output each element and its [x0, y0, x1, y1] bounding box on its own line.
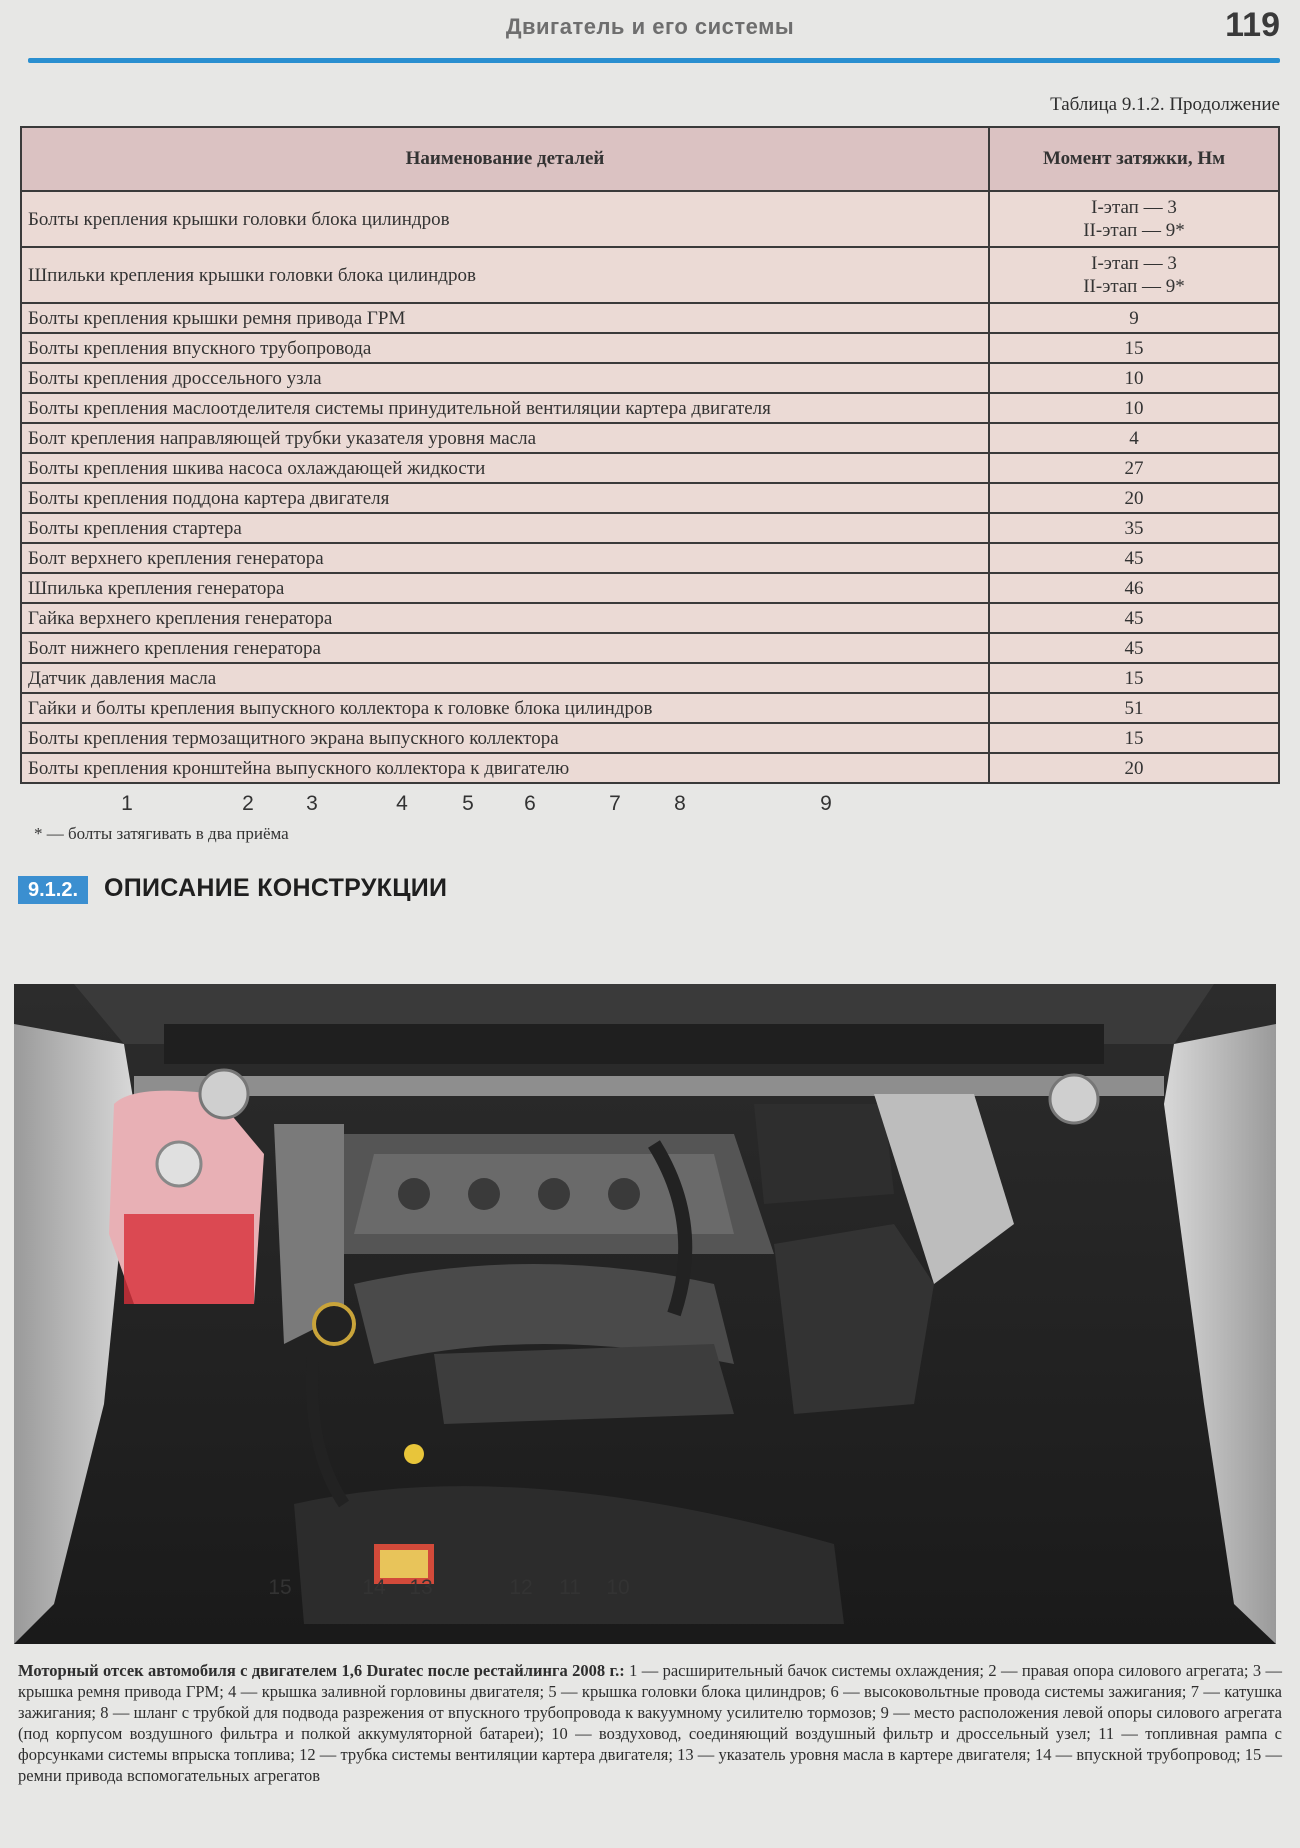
- torque-value-cell: [989, 303, 1279, 333]
- table-row: [21, 483, 1279, 513]
- torque-value: 10: [1124, 367, 1144, 389]
- callout-number: 12: [509, 1576, 533, 1599]
- part-name-cell: Болт крепления направляющей трубки указателя уровня масла: [21, 423, 989, 453]
- callout-number: 11: [559, 1576, 581, 1599]
- torque-value-cell: [989, 513, 1279, 543]
- torque-value-cell: [989, 543, 1279, 573]
- part-name-cell: Болт нижнего крепления генератора: [21, 633, 989, 663]
- table-row: [21, 247, 1279, 303]
- callout-number: 3: [306, 792, 318, 815]
- torque-value: 27: [1124, 457, 1144, 479]
- table-caption: Таблица 9.1.2. Продолжение: [1050, 94, 1280, 115]
- torque-table: [20, 126, 1280, 784]
- callout-number: 5: [462, 792, 474, 815]
- part-name-cell: Болты крепления термозащитного экрана выпускного коллектора: [21, 723, 989, 753]
- callout-number: 2: [242, 792, 254, 815]
- header-rule: [28, 58, 1280, 63]
- column-header-torque: Момент затяжки, Нм: [989, 127, 1279, 191]
- table-row: [21, 663, 1279, 693]
- table-row: [21, 393, 1279, 423]
- torque-value-cell: [989, 247, 1279, 303]
- callout-number: 10: [606, 1576, 630, 1599]
- table-header-row: [21, 127, 1279, 191]
- part-name-cell: Шпильки крепления крышки головки блока цилиндров: [21, 247, 989, 303]
- torque-value: 45: [1124, 547, 1144, 569]
- torque-value-cell: [989, 633, 1279, 663]
- engine-bay-illustration: [14, 984, 1276, 1644]
- figure-caption: [18, 1660, 1282, 1786]
- torque-value: I-этап — 3: [1091, 253, 1177, 274]
- torque-value-cell: [989, 333, 1279, 363]
- table-row: [21, 603, 1279, 633]
- torque-value-cell: [989, 753, 1279, 783]
- torque-value-cell: [989, 663, 1279, 693]
- table-row: [21, 453, 1279, 483]
- torque-value-cell: [989, 423, 1279, 453]
- torque-value: II-этап — 9*: [1083, 220, 1185, 241]
- running-header-title: Двигатель и его системы: [505, 14, 795, 39]
- torque-value: 15: [1124, 667, 1144, 689]
- part-name-cell: Болт верхнего крепления генератора: [21, 543, 989, 573]
- part-name-cell: Болты крепления поддона картера двигателя: [21, 483, 989, 513]
- part-name-cell: Болты крепления впускного трубопровода: [21, 333, 989, 363]
- table-row: [21, 753, 1279, 783]
- torque-value: 45: [1124, 637, 1144, 659]
- part-name-cell: Болты крепления шкива насоса охлаждающей жидкости: [21, 453, 989, 483]
- part-name-cell: Гайки и болты крепления выпускного коллектора к головке блока цилиндров: [21, 693, 989, 723]
- torque-value: 10: [1124, 397, 1144, 419]
- table-row: [21, 723, 1279, 753]
- part-name-cell: Гайка верхнего крепления генератора: [21, 603, 989, 633]
- torque-value: 45: [1124, 607, 1144, 629]
- section-title: ОПИСАНИЕ КОНСТРУКЦИИ: [104, 874, 448, 902]
- torque-value-cell: [989, 393, 1279, 423]
- table-row: [21, 513, 1279, 543]
- torque-value: I-этап — 3: [1091, 197, 1177, 218]
- table-row: [21, 333, 1279, 363]
- callout-number: 4: [396, 792, 408, 815]
- torque-value: 51: [1124, 697, 1144, 719]
- callout-number: 9: [820, 792, 832, 815]
- torque-value-cell: [989, 693, 1279, 723]
- table-row: [21, 423, 1279, 453]
- table-row: [21, 191, 1279, 247]
- torque-value-cell: [989, 453, 1279, 483]
- torque-value: 4: [1129, 427, 1139, 449]
- part-name-cell: Болты крепления кронштейна выпускного коллектора к двигателю: [21, 753, 989, 783]
- torque-value: 9: [1129, 307, 1139, 329]
- part-name-cell: Болты крепления маслоотделителя системы принудительной вентиляции картера двигателя: [21, 393, 989, 423]
- figure-caption-body: 1 — расширительный бачок системы охлаждения; 2 — правая опора силового агрегата; 3 — крышка ремня привода ГРМ; 4 — крышка заливной горловины двигателя; 5 — крышка головки блока цилиндров; 6 — высоковольтные провода системы зажигания; 7 — катушка зажигания; 8 — шланг с трубкой для подвода разрежения от впускного трубопровода к вакуумному усилителю тормозов; 9 — место расположения левой опоры силового агрегата (под корпусом воздушного фильтра и полкой аккумуляторной батареи); 10 — воздуховод, соединяющий воздушный фильтр и дроссельный узел; 11 — топливная рампа с форсунками системы впрыска топлива; 12 — трубка системы вентиляции картера двигателя; 13 — указатель уровня масла в картере двигателя; 14 — впускной трубопровод; 15 — ремни привода вспомогательных агрегатов: [18, 1661, 1282, 1785]
- torque-value-cell: [989, 483, 1279, 513]
- figure-caption-lead: Моторный отсек автомобиля с двигателем 1,6 Duratec после рестайлинга 2008 г.:: [18, 1661, 625, 1680]
- table-row: [21, 363, 1279, 393]
- callout-number: 15: [268, 1576, 292, 1599]
- part-name-cell: Датчик давления масла: [21, 663, 989, 693]
- torque-value: 15: [1124, 727, 1144, 749]
- torque-value-cell: [989, 573, 1279, 603]
- table-row: [21, 693, 1279, 723]
- torque-value-cell: [989, 723, 1279, 753]
- torque-value: 15: [1124, 337, 1144, 359]
- callout-number: 14: [362, 1576, 386, 1599]
- callout-number: 7: [609, 792, 621, 815]
- torque-value: 20: [1124, 757, 1144, 779]
- callout-number: 13: [409, 1576, 433, 1599]
- table-row: [21, 543, 1279, 573]
- table-row: [21, 633, 1279, 663]
- table-footnote: * — болты затягивать в два приёма: [34, 824, 289, 843]
- torque-value-cell: [989, 363, 1279, 393]
- torque-value-cell: [989, 191, 1279, 247]
- table-row: [21, 303, 1279, 333]
- part-name-cell: Болты крепления дроссельного узла: [21, 363, 989, 393]
- page-number: 119: [1225, 6, 1280, 44]
- torque-value: 46: [1124, 577, 1144, 599]
- part-name-cell: Болты крепления стартера: [21, 513, 989, 543]
- part-name-cell: Болты крепления крышки головки блока цилиндров: [21, 191, 989, 247]
- callout-number: 8: [674, 792, 686, 815]
- column-header-part-name: Наименование деталей: [21, 127, 989, 191]
- part-name-cell: Шпилька крепления генератора: [21, 573, 989, 603]
- torque-value: 20: [1124, 487, 1144, 509]
- engine-bay-photo: [14, 984, 1276, 1644]
- callout-number: 6: [524, 792, 536, 815]
- torque-value: 35: [1124, 517, 1144, 539]
- part-name-cell: Болты крепления крышки ремня привода ГРМ: [21, 303, 989, 333]
- table-row: [21, 573, 1279, 603]
- torque-value-cell: [989, 603, 1279, 633]
- torque-value: II-этап — 9*: [1083, 276, 1185, 297]
- section-number-badge: 9.1.2.: [18, 876, 88, 904]
- callout-number: 1: [121, 792, 133, 815]
